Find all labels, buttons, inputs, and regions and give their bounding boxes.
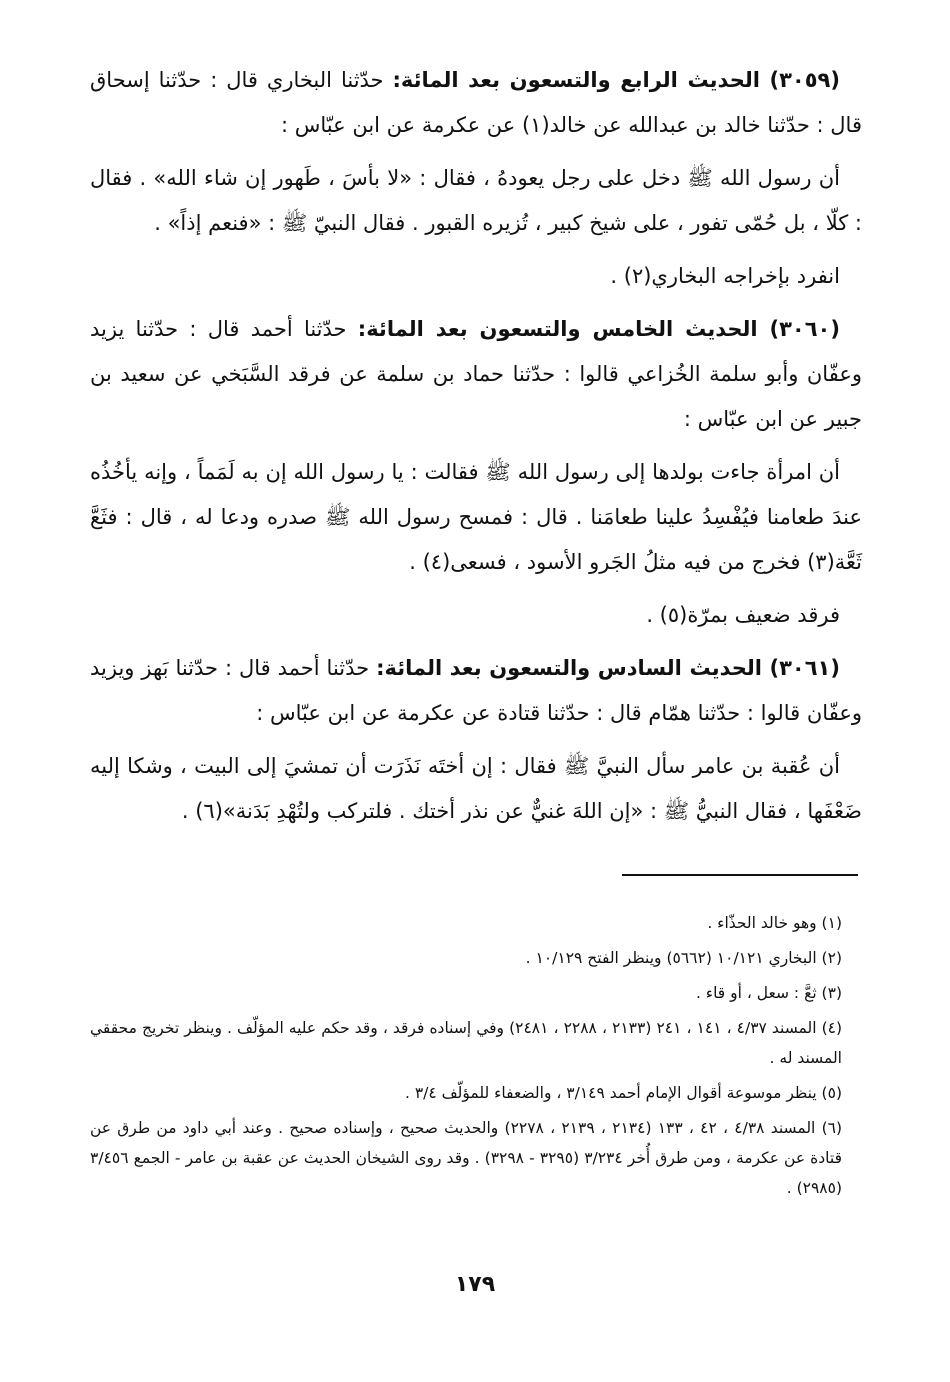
hadith-3059-matn: أن رسول الله ﷺ دخل على رجل يعودهُ ، فقال : «لا بأسَ ، طَهور إن شاء الله» . فقال : كلّا ، بل حُمّى تفور ، على شيخ كبير ، تُزيره القبور . فقال النبيّ ﷺ : «فنعم إذاً» . [90, 166, 862, 235]
footnote-2: (٢) البخاري ١٠/١٢١ (٥٦٦٢) وينظر الفتح ١٠/١٢٩ . [525, 949, 842, 967]
hadith-3060-matn: أن امرأة جاءت بولدها إلى رسول الله ﷺ فقالت : يا رسول الله إن به لَمَماً ، وإنه يأخُذُه عندَ طعامنا فيُفْسِدُ علينا طعامَنا . قال : فمسح رسول الله ﷺ صدره ودعا له ، قال : فثَعَّ ثَعَّة(٣) فخرج من فيه مثلُ الجَرو الأسود ، فسعى(٤) . [90, 460, 862, 574]
footnotes [90, 908, 850, 1208]
hadith-3059-chain: حدّثنا البخاري قال : حدّثنا إسحاق قال : حدّثنا خالد بن عبدالله عن خالد(١) عن عكرمة عن ابن عبّاس : [90, 68, 862, 137]
hadith-3059-isnad [90, 58, 862, 148]
hadith-3061-chain: حدّثنا أحمد قال : حدّثنا بَهز ويزيد وعفّان قالوا : حدّثنا همّام قال : حدّثنا قتادة عن عكرمة عن ابن عبّاس : [90, 656, 862, 725]
hadith-3059-heading: (٣٠٥٩) الحديث الرابع والتسعون بعد المائة: [392, 68, 840, 92]
page-number: ١٧٩ [454, 1272, 496, 1297]
footnote-6: (٦) المسند ٤/٣٨ ، ٤٢ ، ١٣٣ (٢١٣٤ ، ٢١٣٩ ، ٢٢٧٨) والحديث صحيح ، وإسناده صحيح . وعند أبي داود من طرق عن قتادة عن عكرمة ، ومن طرق أُخر ٣/٢٣٤ (٣٢٩٥ - ٣٢٩٨) . وقد روى الشيخان الحديث عن عقبة بن عامر - الجمع ٣/٤٥٦ (٢٩٨٥) . [90, 1119, 843, 1197]
hadith-3061-heading: (٣٠٦١) الحديث السادس والتسعون بعد المائة: [376, 656, 840, 680]
footnote-divider [622, 874, 858, 876]
hadith-3061-matn: أن عُقبة بن عامر سأل النبيَّ ﷺ فقال : إن أختَه نَذَرَت أن تمشيَ إلى البيت ، وشكا إليه ضَعْفَها ، فقال النبيُّ ﷺ : «إن اللهَ غنيٌّ عن نذر أختك . فلتركب ولتُهْدِ بَدَنة»(٦) . [90, 754, 862, 823]
footnote-5: (٥) ينظر موسوعة أقوال الإمام أحمد ٣/١٤٩ ، والضعفاء للمؤلّف ٣/٤ . [404, 1084, 842, 1102]
hadith-3060-note: فرقد ضعيف بمرّة(٥) . [646, 603, 840, 627]
hadith-3061-isnad [90, 646, 862, 736]
footnote-3: (٣) ثعَّ : سعل ، أو قاء . [695, 984, 842, 1002]
main-text [90, 58, 862, 834]
footnote-4: (٤) المسند ٤/٣٧ ، ١٤١ ، ٢٤١ (٢١٣٣ ، ٢٢٨٨ ، ٢٤٨١) وفي إسناده فرقد ، وقد حكم عليه المؤلّف . وينظر تخريج محققي المسند له . [90, 1019, 843, 1067]
hadith-3060-isnad [90, 307, 862, 442]
hadith-3060-heading: (٣٠٦٠) الحديث الخامس والتسعون بعد المائة: [357, 317, 840, 341]
footnote-1: (١) وهو خالد الحذّاء . [707, 914, 842, 932]
hadith-3060-chain: حدّثنا أحمد قال : حدّثنا يزيد وعفّان وأبو سلمة الخُزاعي قالوا : حدّثنا حماد بن سلمة عن فرقد السَّبَخي عن سعيد بن جبير عن ابن عبّاس : [90, 317, 862, 431]
hadith-3059-note: انفرد بإخراجه البخاري(٢) . [610, 264, 840, 288]
